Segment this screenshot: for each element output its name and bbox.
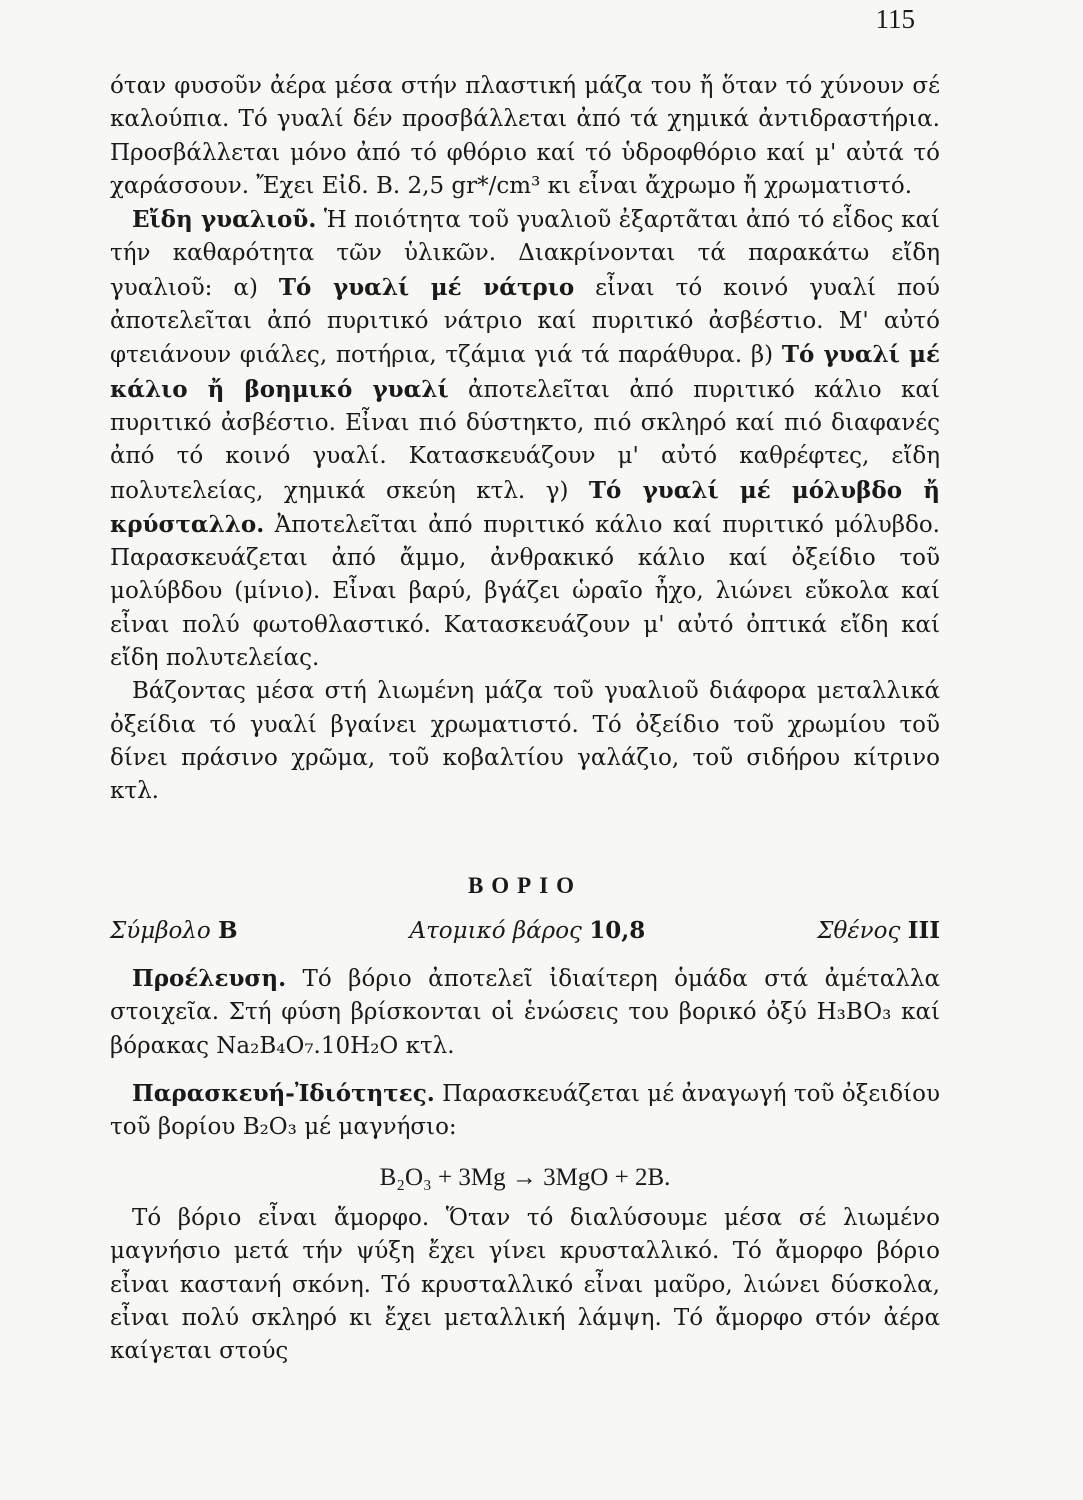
- paragraph-glass-properties: όταν φυσοῦν ἀέρα μέσα στήν πλαστική μάζα του ἤ ὅταν τό χύνουν σέ καλούπια. Τό γυαλί δέν προσβάλλεται ἀπό τά χημικά ἀντιδραστήρια. Προσβάλλεται μόνο ἀπό τό φθόριο καί τό ὑδροφθόριο καί μ' αὐτά τό χαράσσουν. Ἔχει Εἰδ. Β. 2,5 gr*/cm³ κι εἶναι ἄχρωμο ἤ χρωματιστό.: [110, 73, 940, 199]
- text-span: Ἡ ποιότητα τοῦ γυαλιοῦ ἐξαρτᾶται ἀπό τό εἶδος καί τήν καθαρότητα τῶν ὑλικῶν. Διακρίνονται τά παρακάτω εἴδη γυαλιοῦ: α): [110, 207, 940, 301]
- term-lead-glass: Τό γυαλί μέ μόλυβδο ἤ κρύσταλλο.: [110, 476, 940, 538]
- section-title-boron: ΒΟΡΙΟ: [467, 872, 583, 898]
- text-span: Παρασκευάζεται μέ ἀναγωγή τοῦ ὀξειδίου τοῦ βορίου B₂O₃ μέ μαγνήσιο:: [110, 1081, 940, 1141]
- page-number: 115: [875, 4, 915, 34]
- text-span: εἶναι τό κοινό γυαλί πού ἀποτελεῖται ἀπό πυριτικό νάτριο καί πυριτικό ἀσβέστιο. Μ' αὐτό φτειάνουν φιάλες, ποτήρια, τζάμια γιά τά παράθυρα. β): [110, 274, 941, 369]
- paragraph-preparation: [110, 1077, 940, 1145]
- paragraph-origin: [110, 962, 940, 1063]
- text-span: Τό βόριο ἀποτελεῖ ἰδιαίτερη ὁμάδα στά ἀμέταλλα στοιχεῖα. Στή φύση βρίσκονται οἱ ἑνώσεις του βορικό ὀξύ H₃BO₃ καί βόρακας Na₂B₄O₇.10H₂O κτλ.: [110, 966, 940, 1059]
- chemical-equation: B₂O₃ + 3Mg → 3MgO + 2B.: [379, 1163, 671, 1191]
- paragraph-colored-glass: Βάζοντας μέσα στή λιωμένη μάζα τοῦ γυαλιοῦ διάφορα μεταλλικά ὀξείδια τό γυαλί βγαίνει χρωματιστό. Τό ὀξείδιο τοῦ χρωμίου τοῦ δίνει πράσινο χρῶμα, τοῦ κοβαλτίου γαλάζιο, τοῦ σιδήρου κίτρινο κτλ.: [110, 678, 940, 805]
- heading-preparation: Παρασκευή-Ἰδιότητες.: [132, 1080, 435, 1108]
- page-body: [110, 70, 940, 1368]
- paragraph-boron-forms: Τό βόριο εἶναι ἄμορφο. Ὅταν τό διαλύσουμε μέσα σέ λιωμένο μαγνήσιο μετά τήν ψύξη ἔχει γίνει κρυσταλλικό. Τό ἄμορφο βόριο εἶναι καστανή σκόνη. Τό κρυσταλλικό εἶναι μαῦρο, λιώνει δύσκολα, εἶναι πολύ σκληρό κι ἔχει μεταλλική λάμψη. Τό ἄμορφο στόν ἀέρα καίγεται στούς: [110, 1204, 940, 1365]
- valence-value: ΙΙΙ: [907, 916, 940, 944]
- heading-origin: Προέλευση.: [132, 965, 287, 993]
- element-info-row: [110, 914, 940, 948]
- paragraph-glass-types: [110, 203, 940, 675]
- symbol-info: [110, 914, 238, 948]
- term-potassium-glass: Τό γυαλί μέ κάλιο ἤ βοημικό γυαλί: [110, 341, 940, 403]
- valence-info: [817, 914, 940, 948]
- atomic-weight-info: [409, 914, 645, 948]
- term-sodium-glass: Τό γυαλί μέ νάτριο: [278, 273, 575, 301]
- atomic-weight-label: Ατομικό βάρος: [409, 917, 582, 944]
- atomic-weight-value: 10,8: [589, 916, 646, 944]
- heading-glass-types: Εἴδη γυαλιοῦ.: [132, 206, 317, 234]
- symbol-value: Β: [218, 916, 238, 944]
- symbol-label: Σύμβολο: [110, 917, 211, 944]
- text-span: ἀποτελεῖται ἀπό πυριτικό κάλιο καί πυριτικό ἀσβέστιο. Εἶναι πιό δύστηκτο, πιό σκληρό καί πιό διαφανές ἀπό τό κοινό γυαλί. Κατασκευάζουν μ' αὐτό καθρέφτες, εἴδη πολυτελείας, χημικά σκεύη κτλ. γ): [110, 376, 940, 504]
- valence-label: Σθένος: [817, 917, 901, 944]
- text-span: Ἀποτελεῖται ἀπό πυριτικό κάλιο καί πυριτικό μόλυβδο. Παρασκευάζεται ἀπό ἄμμο, ἀνθρακικό κάλιο καί ὀξείδιο τοῦ μολύβδου (μίνιο). Εἶναι βαρύ, βγάζει ὡραῖο ἦχο, λιώνει εὔκολα καί εἶναι πολύ φωτοθλαστικό. Κατασκευάζουν μ' αὐτό ὀπτικά εἴδη καί εἴδη πολυτελείας.: [110, 511, 940, 672]
